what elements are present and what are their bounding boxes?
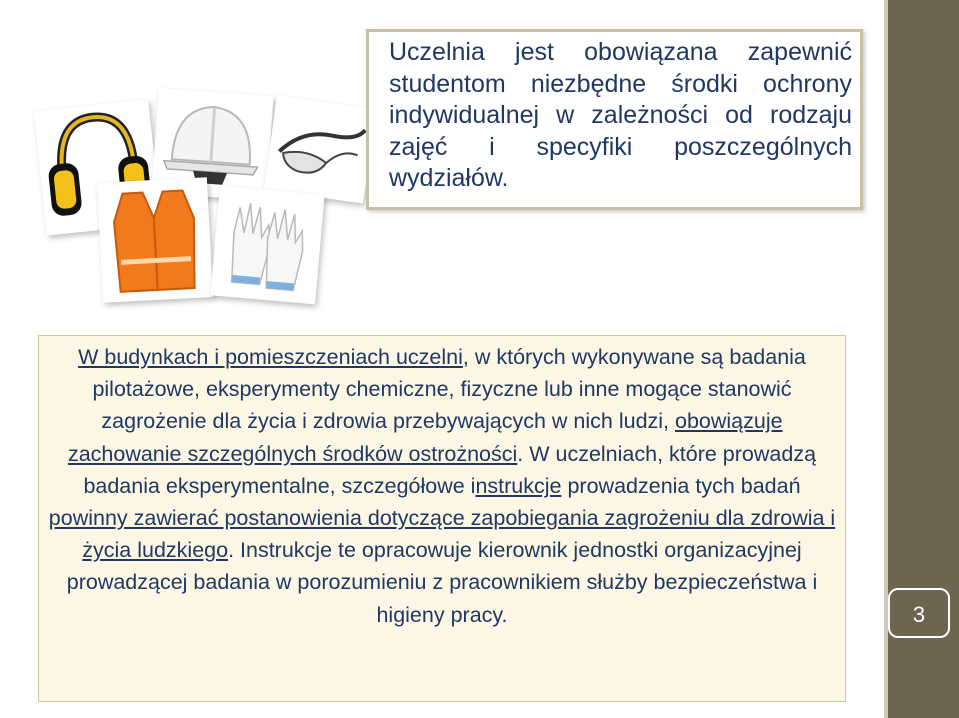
underlined-phrase-buildings: W budynkach i pomieszczeniach uczelni — [78, 345, 463, 369]
text-segment: , w których wykonywane są badania pilotażowe, eksperymenty chemiczne, fizyczne lub inne mogące stanowić zagrożenie dla życia i zdrowia przebywających w nich ludzi, — [92, 345, 806, 434]
vest-icon — [97, 177, 213, 303]
main-paragraph — [45, 341, 839, 631]
main-text-box — [38, 335, 846, 702]
gloves-icon — [210, 186, 324, 305]
text-segment: . Instrukcje te opracowuje kierownik jednostki organizacyjnej prowadzącej badania w porozumieniu z pracownikiem służby bezpieczeństwa i higieny pracy. — [66, 538, 818, 627]
gloves-card — [210, 186, 324, 305]
page-number: 3 — [888, 588, 950, 638]
callout-text: Uczelnia jest obowiązana zapewnić studentom niezbędne środki ochrony indywidualnej w zależności od rodzaju zajęć i specyfiki poszczególnych wydziałów. — [389, 38, 852, 192]
vest-card — [97, 177, 213, 303]
underlined-phrase-prevention: powinny zawierać postanowienia dotyczące zapobiegania zagrożeniu dla zdrowia i życia ludzkiego — [48, 506, 836, 563]
underlined-phrase-instructions: nstrukcje — [475, 473, 562, 498]
text-segment: prowadzenia tych badań — [561, 473, 801, 498]
goggles-icon — [264, 96, 376, 204]
underlined-phrase-precautions: obowiązuje zachowanie szczególnych środków ostrożności — [67, 409, 783, 466]
goggles-card — [264, 96, 376, 204]
callout-box — [366, 29, 863, 210]
ppe-illustration — [30, 80, 370, 305]
text-segment: . W uczelniach, które prowadzą badania eksperymentalne, szczegółowe i — [83, 441, 817, 498]
